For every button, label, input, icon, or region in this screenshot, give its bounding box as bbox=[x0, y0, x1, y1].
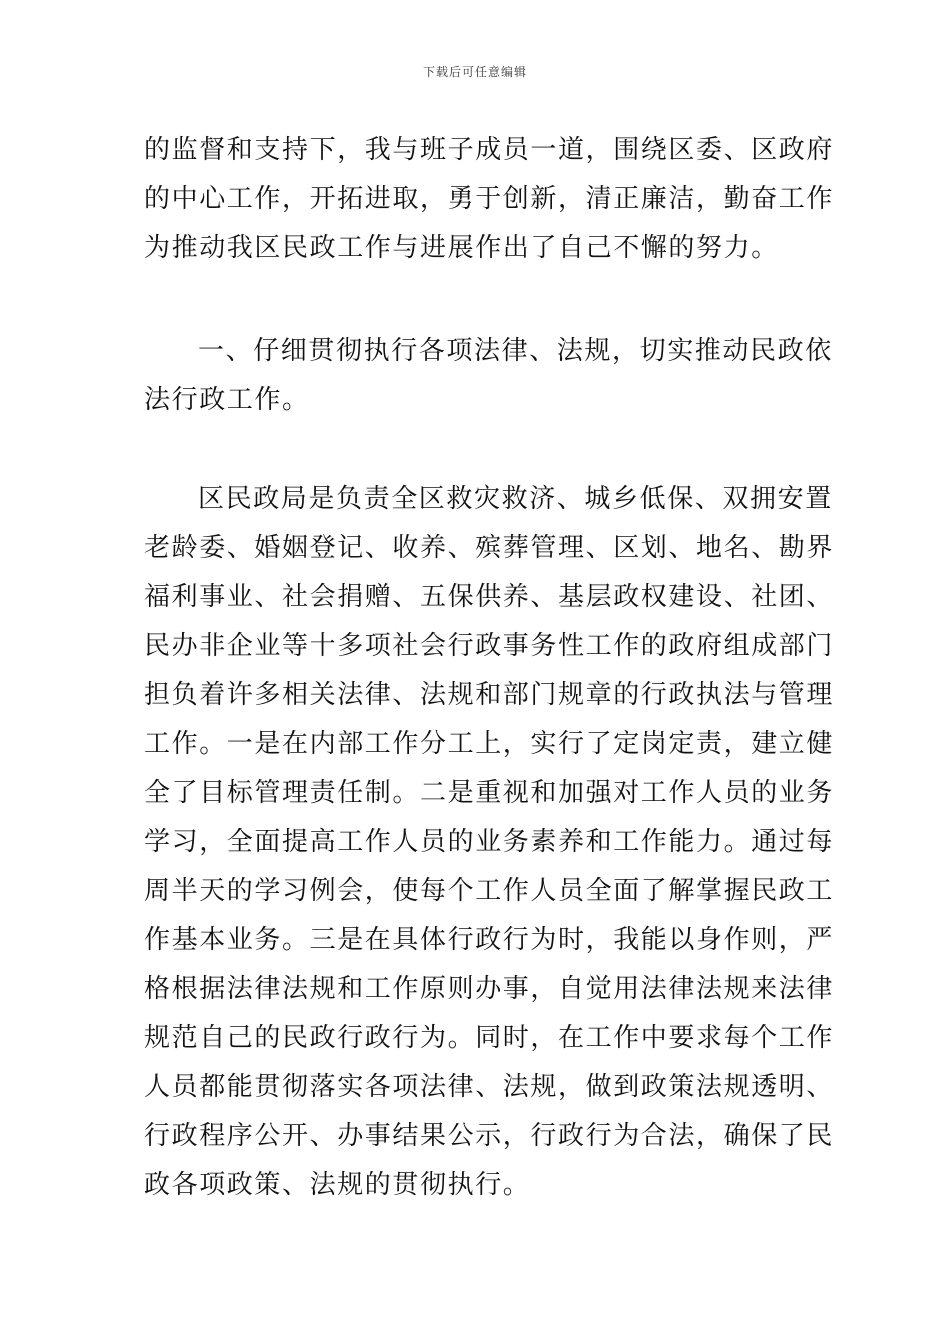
paragraph-continuation bbox=[144, 126, 835, 273]
text-line: 人员都能贯彻落实各项法律、法规，做到政策法规透明、 bbox=[144, 1072, 835, 1102]
text-line: 为推动我区民政工作与进展作出了自己不懈的努力。 bbox=[144, 233, 779, 263]
page-header: 下载后可任意编辑 bbox=[422, 65, 527, 79]
text-line: 学习，全面提高工作人员的业务素养和工作能力。通过每 bbox=[144, 827, 835, 857]
text-line: 民办非企业等十多项社会行政事务性工作的政府组成部门 bbox=[144, 631, 835, 661]
text-line: 格根据法律法规和工作原则办事，自觉用法律法规来法律 bbox=[144, 974, 835, 1004]
text-line: 法行政工作。 bbox=[144, 385, 310, 415]
text-line: 规范自己的民政行政行为。同时，在工作中要求每个工作 bbox=[144, 1023, 835, 1053]
text-line: 的监督和支持下，我与班子成员一道，围绕区委、区政府 bbox=[144, 135, 835, 165]
text-line: 行政程序公开、办事结果公示，行政行为合法，确保了民 bbox=[144, 1121, 835, 1151]
text-line: 一、仔细贯彻执行各项法律、法规，切实推动民政依 bbox=[198, 336, 833, 366]
section-heading-paragraph bbox=[144, 327, 833, 425]
text-line: 担负着许多相关法律、法规和部门规章的行政执法与管理 bbox=[144, 680, 835, 710]
text-line: 福利事业、社会捐赠、五保供养、基层政权建设、社团、 bbox=[144, 582, 835, 612]
text-line: 区民政局是负责全区救灾救济、城乡低保、双拥安置 bbox=[198, 484, 833, 514]
text-line: 政各项政策、法规的贯彻执行。 bbox=[144, 1170, 531, 1200]
text-line: 的中心工作，开拓进取，勇于创新，清正廉洁，勤奋工作 bbox=[144, 184, 835, 214]
text-line: 全了目标管理责任制。二是重视和加强对工作人员的业务 bbox=[144, 778, 835, 808]
text-line: 工作。一是在内部工作分工上，实行了定岗定责，建立健 bbox=[144, 729, 835, 759]
text-line: 老龄委、婚姻登记、收养、殡葬管理、区划、地名、勘界 bbox=[144, 533, 835, 563]
body-paragraph bbox=[144, 475, 835, 1210]
text-line: 作基本业务。三是在具体行政行为时，我能以身作则，严 bbox=[144, 925, 835, 955]
text-line: 周半天的学习例会，使每个工作人员全面了解掌握民政工 bbox=[144, 876, 835, 906]
